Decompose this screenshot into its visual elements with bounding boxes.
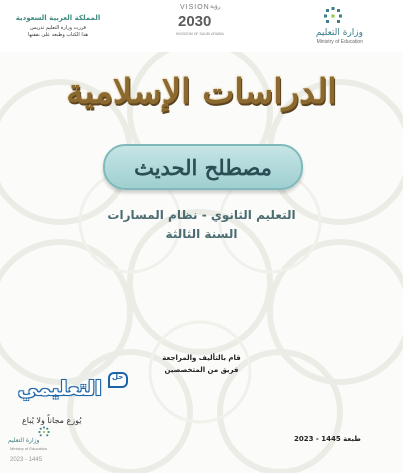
footer-ministry-en: Ministry of Education xyxy=(10,446,48,451)
ministry-emblem-icon xyxy=(323,6,343,26)
decision-line-2: هذا الكتاب وطبعه على نفقتها xyxy=(27,32,88,38)
ministry-emblem-small-icon xyxy=(38,426,50,438)
footer-years: 2023 - 1445 xyxy=(10,457,43,463)
vision-word-ar: رؤية xyxy=(210,3,221,10)
vision-word: VISION xyxy=(180,4,210,11)
kingdom-block xyxy=(8,14,108,38)
free-distribution-note: يُوزع مجاناً ولا يُباع xyxy=(22,416,82,425)
footer-ministry-ar: وزارة التعليم xyxy=(8,437,40,444)
ministry-name-ar: وزارة التعليم xyxy=(315,28,363,38)
education-stage: التعليم الثانوي - نظام المسارات xyxy=(107,208,296,222)
ministry-logo xyxy=(303,6,363,50)
arabesque-pattern xyxy=(0,52,403,473)
site-badge xyxy=(108,372,128,388)
kingdom-name: المملكة العربية السعودية xyxy=(15,14,101,22)
authors-line-1: قام بالتأليف والمراجعة xyxy=(162,354,241,362)
cover-header xyxy=(0,0,403,52)
authors-line-2: فريق من المتخصصين xyxy=(164,366,239,374)
vision-subtitle: KINGDOM OF SAUDI ARABIA xyxy=(176,32,224,36)
ministry-name-en: Ministry of Education xyxy=(316,39,363,45)
subject-pill xyxy=(103,144,303,190)
year-level: السنة الثالثة xyxy=(165,227,238,241)
decision-line-1: قررت وزارة التعليم تدريس xyxy=(30,25,86,31)
subject-title: مصطلح الحديث xyxy=(134,154,272,180)
site-name: التعليمي xyxy=(18,376,102,400)
site-badge-text: حل xyxy=(112,373,124,381)
edition-label: طبعة 1445 - 2023 xyxy=(294,435,361,443)
vision-2030-logo xyxy=(176,4,236,48)
site-watermark-logo xyxy=(18,372,130,406)
series-title: الدراسات الإسلامية xyxy=(66,72,337,112)
vision-year: 2030 xyxy=(178,13,212,30)
